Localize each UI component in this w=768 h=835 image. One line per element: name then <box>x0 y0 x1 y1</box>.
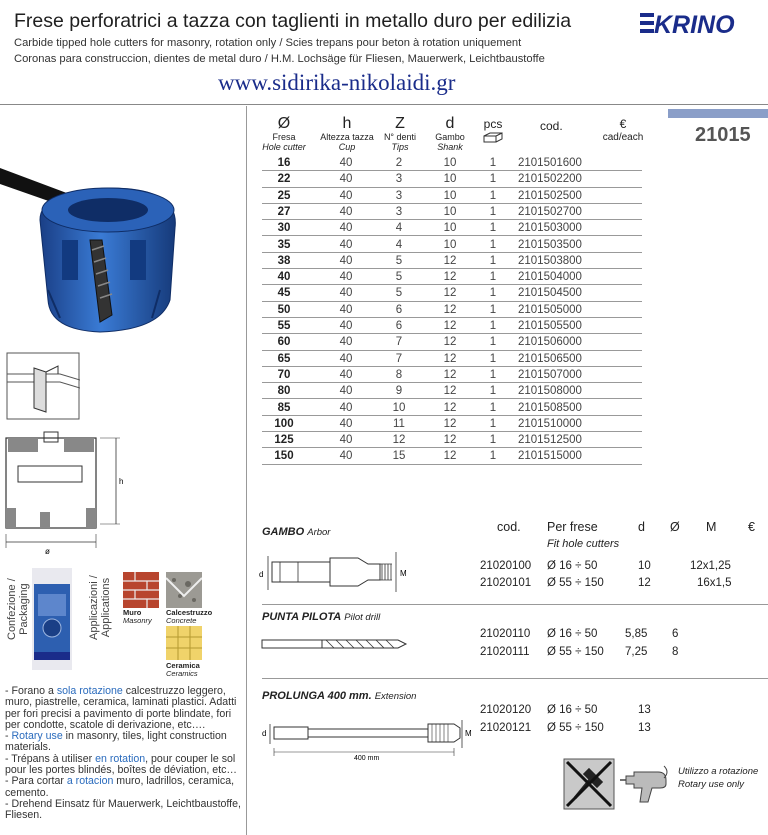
code-cell: 2101503800 <box>518 254 582 267</box>
punta-row-1-range: Ø 16 ÷ 50 <box>547 628 598 640</box>
teeth-cell: 5 <box>395 271 403 284</box>
punta-row-2-code: 21020111 <box>480 646 530 658</box>
acc-head-per-frese: Per frese <box>547 520 598 534</box>
code-cell: 2101503500 <box>518 238 582 251</box>
table-row <box>262 367 642 383</box>
separator <box>262 678 768 679</box>
pcs-cell: 1 <box>489 368 497 381</box>
col-head-teeth: Z N° denti Tips <box>383 115 417 152</box>
table-row <box>262 416 642 432</box>
table-row <box>262 383 642 399</box>
table-row <box>262 253 642 269</box>
pcs-cell: 1 <box>489 287 497 300</box>
applications-label: Applicazioni / Applications <box>88 575 112 640</box>
gambo-row-2-code: 21020101 <box>480 577 532 589</box>
table-row <box>262 400 642 416</box>
teeth-cell: 3 <box>395 173 403 186</box>
height-cell: 40 <box>339 434 353 447</box>
shank-cell: 12 <box>443 287 457 300</box>
height-cell: 40 <box>339 385 353 398</box>
shank-cell: 10 <box>443 173 457 186</box>
code-cell: 2101506500 <box>518 352 582 365</box>
subtitle-en-fr: Carbide tipped hole cutters for masonry, rotation only / Scies trepans pour beton à rotation uniquement <box>14 37 522 49</box>
teeth-cell: 5 <box>395 287 403 300</box>
pcs-cell: 1 <box>489 173 497 186</box>
pcs-cell: 1 <box>489 336 497 349</box>
shank-cell: 12 <box>443 352 457 365</box>
hole-cutter-photo <box>0 150 180 340</box>
gambo-title: GAMBO Arbor <box>262 526 331 538</box>
shank-cell: 12 <box>443 320 457 332</box>
height-cell: 40 <box>339 368 353 381</box>
punta-row-1-code: 21020110 <box>480 628 531 640</box>
col-head-pcs: pcs <box>474 116 512 146</box>
pcs-cell: 1 <box>489 254 497 267</box>
shank-cell: 12 <box>443 401 457 414</box>
table-row <box>262 204 642 220</box>
height-cell: 40 <box>339 450 353 463</box>
svg-text:d: d <box>259 570 264 579</box>
usage-note: Utilizzo a rotazione Rotary use only <box>678 766 759 790</box>
teeth-cell: 4 <box>395 222 403 235</box>
pilot-drill-drawing <box>260 636 408 652</box>
extension-drawing <box>258 712 478 762</box>
pcs-cell: 1 <box>489 303 497 316</box>
page-title: Frese perforatrici a tazza con taglienti in metallo duro per edilizia <box>14 10 572 32</box>
pcs-cell: 1 <box>489 385 497 398</box>
pcs-cell: 1 <box>489 417 497 430</box>
teeth-cell: 11 <box>393 417 405 430</box>
height-cell: 40 <box>339 173 353 186</box>
gambo-row-1-code: 21020100 <box>480 560 532 572</box>
diameter-cell: 70 <box>277 368 291 381</box>
teeth-cell: 3 <box>395 205 403 218</box>
diameter-cell: 38 <box>277 254 291 267</box>
svg-text:d: d <box>262 729 267 738</box>
diameter-cell: 50 <box>277 303 291 316</box>
dim-h-label: h <box>119 477 124 486</box>
col-head-diameter: Ø Fresa Hole cutter <box>262 115 306 152</box>
prolunga-row-1-d: 13 <box>638 704 651 716</box>
drill-icon <box>620 762 672 806</box>
table-row <box>262 334 642 350</box>
height-cell: 40 <box>339 401 353 414</box>
shank-cell: 10 <box>443 238 457 251</box>
wall-section-icon <box>6 352 80 420</box>
svg-text:400 mm: 400 mm <box>354 755 380 762</box>
code-cell: 2101504000 <box>518 271 582 284</box>
gambo-row-2-m: 16x1,5 <box>697 577 732 589</box>
column-divider <box>246 106 247 835</box>
code-cell: 2101502500 <box>518 189 582 202</box>
height-cell: 40 <box>339 287 353 300</box>
arbor-drawing <box>258 548 416 596</box>
table-row <box>262 188 642 204</box>
concrete-icon <box>166 572 202 608</box>
gambo-row-1-range: Ø 16 ÷ 50 <box>547 560 598 572</box>
material-masonry: Muro Masonry <box>123 608 152 625</box>
punta-row-2-d: 7,25 <box>625 646 648 658</box>
catalog-number: 21015 <box>695 124 751 146</box>
pcs-cell: 1 <box>489 352 497 365</box>
shank-cell: 10 <box>443 205 457 218</box>
gambo-row-1-d: 10 <box>638 560 651 572</box>
teeth-cell: 5 <box>395 254 403 267</box>
prolunga-row-2-code: 21020121 <box>480 722 532 734</box>
acc-head-code: cod. <box>497 520 521 534</box>
pcs-cell: 1 <box>489 189 497 202</box>
diameter-cell: 16 <box>277 157 291 169</box>
teeth-cell: 3 <box>395 189 403 202</box>
height-cell: 40 <box>339 271 353 284</box>
teeth-cell: 12 <box>392 434 406 447</box>
punta-row-1-d: 5,85 <box>625 628 648 640</box>
table-row <box>262 285 642 301</box>
punta-row-2-diam: 8 <box>672 646 679 658</box>
shank-cell: 10 <box>443 189 457 202</box>
height-cell: 40 <box>339 157 353 169</box>
diameter-cell: 100 <box>274 417 294 430</box>
prolunga-row-2-range: Ø 55 ÷ 150 <box>547 722 604 734</box>
col-head-price: € cad/each <box>602 117 644 143</box>
code-cell: 2101505000 <box>518 303 582 316</box>
col-head-height: h Altezza tazza Cup <box>320 115 374 152</box>
table-row <box>262 171 642 187</box>
pcs-cell: 1 <box>489 157 497 169</box>
svg-text:M: M <box>400 569 407 578</box>
website-link[interactable]: www.sidirika-nikolaidi.gr <box>218 70 456 95</box>
acc-head-euro: € <box>748 520 755 534</box>
box-icon <box>482 132 504 144</box>
masonry-icon <box>123 572 159 608</box>
diameter-cell: 25 <box>277 189 291 202</box>
table-row <box>262 237 642 253</box>
height-cell: 40 <box>339 222 353 235</box>
code-cell: 2101507000 <box>518 368 582 381</box>
prolunga-row-2-d: 13 <box>638 722 651 734</box>
code-cell: 2101512500 <box>518 434 582 447</box>
punta-title: PUNTA PILOTA Pilot drill <box>262 611 381 623</box>
teeth-cell: 8 <box>395 368 403 381</box>
shank-cell: 12 <box>443 271 457 284</box>
teeth-cell: 7 <box>395 336 403 349</box>
acc-head-diam: Ø <box>670 520 680 534</box>
hole-cutter-dimension-drawing <box>0 430 140 558</box>
pcs-cell: 1 <box>489 320 497 332</box>
table-row <box>262 318 642 334</box>
description-it: - Forano a sola rotazione calcestruzzo leggero, muro, piastrelle, ceramica, laminati plastici. Adatti per fori precisi a pavimento di porte blindate, fori per condotte, scatole di derivazione, etc…. <box>5 685 237 731</box>
packaging-label: Confezione / Packaging <box>6 578 30 640</box>
diameter-cell: 85 <box>277 401 291 414</box>
diameter-cell: 45 <box>277 287 291 300</box>
ceramics-icon <box>166 626 202 660</box>
teeth-cell: 10 <box>392 401 406 414</box>
gambo-row-2-range: Ø 55 ÷ 150 <box>547 577 604 589</box>
header <box>0 0 768 100</box>
prolunga-row-1-code: 21020120 <box>480 704 532 716</box>
height-cell: 40 <box>339 352 353 365</box>
pcs-cell: 1 <box>489 450 497 463</box>
shank-cell: 12 <box>443 417 457 430</box>
code-cell: 2101502700 <box>518 205 582 218</box>
height-cell: 40 <box>339 303 353 316</box>
diameter-cell: 27 <box>277 205 291 218</box>
diameter-cell: 40 <box>277 271 291 284</box>
shank-cell: 12 <box>443 385 457 398</box>
diameter-cell: 55 <box>277 320 291 332</box>
punta-row-2-range: Ø 55 ÷ 150 <box>547 646 604 658</box>
code-cell: 2101501600 <box>518 157 582 169</box>
diameter-cell: 22 <box>277 173 291 186</box>
description-fr: - Trépans à utiliser en rotation, pour couper le sol pour les portes blindés, boîtes de déviation, etc… <box>5 752 238 777</box>
teeth-cell: 6 <box>395 303 403 316</box>
col-head-shank: d Gambo Shank <box>435 115 465 152</box>
description-de: - Drehend Einsatz für Mauerwerk, Leichtbaustoffe, Fliesen. <box>5 797 241 822</box>
height-cell: 40 <box>339 189 353 202</box>
teeth-cell: 6 <box>395 320 403 332</box>
shank-cell: 10 <box>443 157 457 169</box>
acc-head-fit-hole-cutters: Fit hole cutters <box>547 538 620 550</box>
accent-bar <box>668 109 768 118</box>
prolunga-title: PROLUNGA 400 mm. Extension <box>262 690 417 702</box>
shank-cell: 12 <box>443 303 457 316</box>
pcs-cell: 1 <box>489 434 497 447</box>
diameter-cell: 60 <box>277 336 291 349</box>
col-head-code: cod. <box>540 119 563 133</box>
svg-text:M: M <box>465 729 472 738</box>
table-row <box>262 155 642 171</box>
height-cell: 40 <box>339 417 353 430</box>
teeth-cell: 2 <box>395 157 403 169</box>
table-row <box>262 351 642 367</box>
description-text <box>5 686 245 822</box>
diameter-cell: 80 <box>277 385 291 398</box>
diameter-cell: 125 <box>274 434 294 447</box>
height-cell: 40 <box>339 205 353 218</box>
gambo-row-2-d: 12 <box>638 577 651 589</box>
gambo-row-1-m: 12x1,25 <box>690 560 731 572</box>
code-cell: 2101503000 <box>518 222 582 235</box>
code-cell: 2101508500 <box>518 401 582 414</box>
code-cell: 2101515000 <box>518 450 582 463</box>
shank-cell: 12 <box>443 254 457 267</box>
teeth-cell: 4 <box>395 238 403 251</box>
shank-cell: 10 <box>443 222 457 235</box>
table-row <box>262 302 642 318</box>
teeth-cell: 9 <box>395 385 403 398</box>
shank-cell: 12 <box>443 368 457 381</box>
material-ceramics: Ceramica Ceramics <box>166 661 200 678</box>
code-cell: 2101505500 <box>518 320 582 332</box>
diameter-cell: 35 <box>277 238 291 251</box>
diameter-cell: 65 <box>277 352 291 365</box>
dim-diam-label: ø <box>45 547 50 556</box>
code-cell: 2101502200 <box>518 173 582 186</box>
krino-logo <box>640 9 758 37</box>
pcs-cell: 1 <box>489 238 497 251</box>
shank-cell: 12 <box>443 434 457 447</box>
code-cell: 2101510000 <box>518 417 582 430</box>
description-es: - Para cortar a rotacion muro, ladrillos, ceramica, cemento. <box>5 775 235 799</box>
teeth-cell: 7 <box>395 352 403 365</box>
acc-head-m: M <box>706 520 717 534</box>
diameter-cell: 150 <box>274 450 294 463</box>
code-cell: 2101504500 <box>518 287 582 300</box>
pcs-cell: 1 <box>489 205 497 218</box>
separator <box>262 604 768 605</box>
subtitle-es-de: Coronas para construccion, dientes de metal duro / H.M. Lochsäge für Fliesen, Mauerwerk, Leichtbaustoffe <box>14 53 545 65</box>
table-row <box>262 220 642 236</box>
acc-head-d: d <box>638 520 645 534</box>
punta-row-1-diam: 6 <box>672 628 679 640</box>
pcs-cell: 1 <box>489 222 497 235</box>
code-cell: 2101506000 <box>518 336 582 349</box>
packaging-photo <box>32 568 72 670</box>
description-en: - Rotary use in masonry, tiles, light construction materials. <box>5 730 227 754</box>
pcs-cell: 1 <box>489 271 497 284</box>
height-cell: 40 <box>339 320 353 332</box>
shank-cell: 12 <box>443 336 457 349</box>
teeth-cell: 15 <box>392 450 406 463</box>
table-row <box>262 269 642 285</box>
logo-text: KRINO <box>654 11 735 37</box>
shank-cell: 12 <box>443 450 457 463</box>
no-hammer-icon <box>563 758 615 810</box>
table-row <box>262 448 642 464</box>
pcs-cell: 1 <box>489 401 497 414</box>
height-cell: 40 <box>339 254 353 267</box>
height-cell: 40 <box>339 336 353 349</box>
height-cell: 40 <box>339 238 353 251</box>
code-cell: 2101508000 <box>518 385 582 398</box>
header-divider <box>0 104 768 105</box>
diameter-cell: 30 <box>277 222 291 235</box>
material-concrete: Calcestruzzo Concrete <box>166 608 213 625</box>
table-row <box>262 432 642 448</box>
prolunga-row-1-range: Ø 16 ÷ 50 <box>547 704 598 716</box>
